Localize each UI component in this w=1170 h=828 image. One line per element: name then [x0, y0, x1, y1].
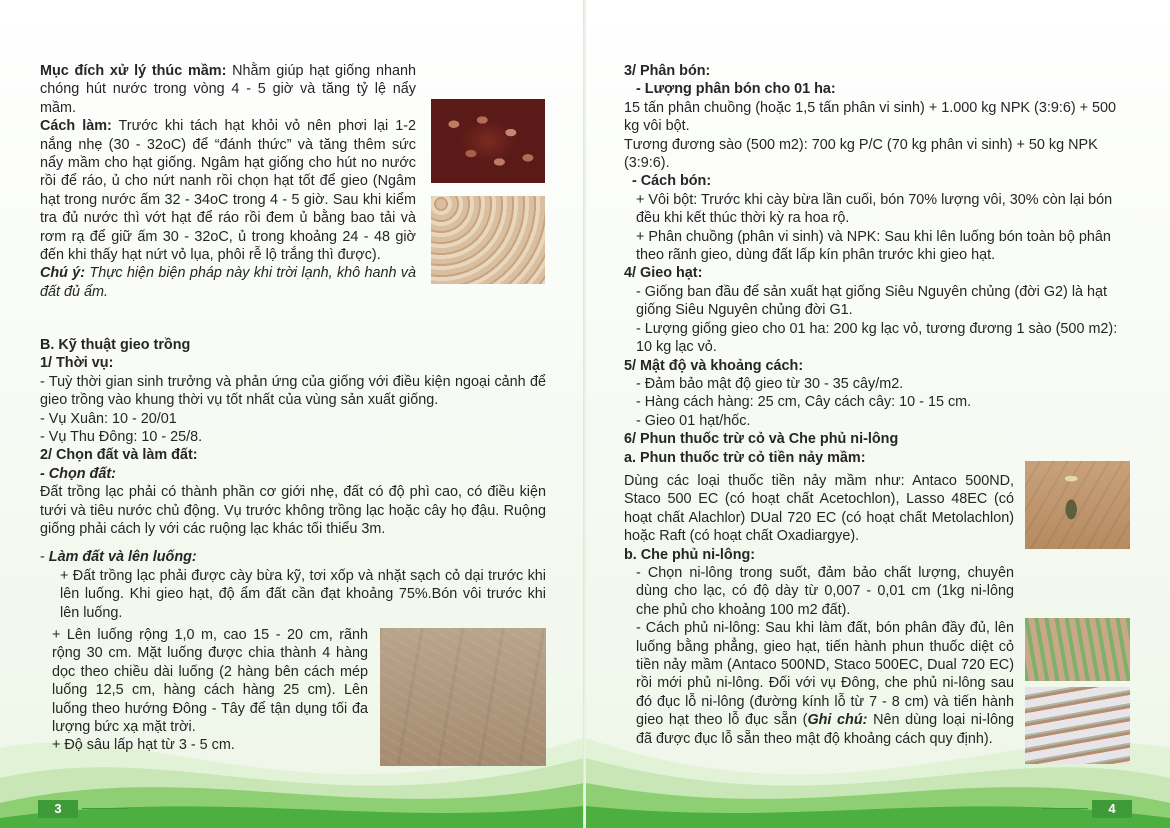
prep-heading-dash: -: [40, 549, 49, 566]
autumn-season: - Vụ Thu Đông: 10 - 25/8.: [40, 429, 203, 446]
season-text: - Tuỳ thời gian sinh trưởng và phản ứng của giống với điều kiện ngoại cảnh để gieo trồng vào khung thời vụ tốt nhất của vùng sản xuất giống.: [40, 373, 546, 409]
density-text-1: - Đảm bảo mật độ gieo từ 30 - 35 cây/m2.: [636, 375, 904, 392]
film-method-text: - Cách phủ ni-lông: Sau khi làm đất, bón phân đầy đủ, lên luống bằng phẳng, gieo hạt, tiến hành phun thuốc diệt cỏ tiền nảy mầm (Antaco 500ND, Staco 500EC, Dual 720 EC) rồi mới phủ ni-lông. Đối với vụ Đông, che phủ ni-lông sau đó đục lỗ ni-lông (đường kính lỗ từ 7 - 8 cm) và tiến hành gieo hạt theo lỗ đục sẵn: [636, 620, 1014, 729]
spring-season: - Vụ Xuân: 10 - 20/01: [40, 410, 177, 427]
fertilizer-amount-text: 15 tấn phân chuồng (hoặc 1,5 tấn phân vi sinh) + 1.000 kg NPK (3:9:6) + 500 kg vôi bột.: [624, 99, 1117, 135]
heading-soil: 2/ Chọn đất và làm đất:: [40, 447, 198, 464]
film-note-label: Ghi chú:: [807, 712, 868, 729]
farmer-spraying-photo: [1025, 461, 1130, 549]
heading-plastic-film: b. Che phủ ni-lông:: [624, 546, 756, 563]
right-page: [586, 0, 1170, 828]
prep-text: + Đất trồng lạc phải được cày bừa kỹ, tơi xốp và nhặt sạch cỏ dại trước khi lên luống. Khi gieo hạt, độ ẩm đất cần đạt khoảng 75%.Bón vôi trước khi lên luống.: [60, 567, 546, 621]
plastic-mulch-field-photo: [1025, 687, 1130, 764]
heading-fertilizer-method: - Cách bón:: [632, 173, 712, 190]
heading-sowing: 4/ Gieo hạt:: [624, 265, 703, 282]
seed-origin-text: - Giống ban đầu để sản xuất hạt giống Siêu Nguyên chủng (đời G2) là hạt giống Siêu Nguyên chủng đời G1.: [636, 283, 1108, 319]
heading-land-prep: Làm đất và lên luống:: [48, 549, 197, 566]
page-number-right: 4: [1092, 800, 1132, 818]
intro-paragraphs: [40, 62, 416, 301]
method-text: Trước khi tách hạt khỏi vỏ nên phơi lại 1-2 nắng nhẹ (30 - 32oC) để “đánh thức” và tăng thêm sức nẩy mầm cho hạt giống. Ngâm hạt giống cho hút no nước rồi để ráo, ủ cho nứt nanh rồi chọn hạt tốt để gieo (Ngâm hạt trong nước ấm 32 - 34oC trong 4 - 5 giờ. Sau khi kiểm tra đủ nước thì vớt hạt để ráo rồi đem ủ bằng bao tải và rơm rạ để giữ ấm 30 - 32oC, ủ trong khoảng 24 - 48 giờ đến khi thấy hạt nứt vỏ lụa, phôi rễ lộ trắng thì được).: [40, 118, 416, 264]
section-b-heading: B. Kỹ thuật gieo trồng: [40, 337, 191, 353]
heading-herbicide: a. Phun thuốc trừ cỏ tiền nảy mầm:: [624, 449, 866, 466]
density-text-2: - Hàng cách hàng: 25 cm, Cây cách cây: 10 - 15 cm.: [636, 394, 972, 411]
tilled-field-photo: [380, 628, 546, 766]
heading-density: 5/ Mật độ và khoảng cách:: [624, 357, 804, 374]
herbicide-section: [624, 472, 1014, 748]
heading-choose-soil: - Chọn đất:: [40, 465, 116, 482]
heading-fertilizer: 3/ Phân bón:: [624, 63, 711, 79]
bed-section: [40, 626, 368, 755]
red-peanut-seeds-photo: [431, 99, 545, 183]
density-text-3: - Gieo 01 hạt/hốc.: [636, 412, 751, 429]
note-text: Thực hiện biện pháp này khi trời lạnh, khô hanh và đất đủ ẩm.: [40, 265, 416, 300]
heading-season: 1/ Thời vụ:: [40, 355, 114, 372]
planting-section: [40, 336, 546, 622]
manure-text: + Phân chuồng (phân vi sinh) và NPK: Sau khi lên luống bón toàn bộ phân theo rãnh gieo, dùng đất lấp kín phân trước khi gieo hạt.: [636, 228, 1111, 264]
herbicide-text: Dùng các loại thuốc tiền nảy mầm như: Antaco 500ND, Staco 500 EC (có hoạt chất Acetochlon), Lasso 48EC (có hoạt chất Alachlor) DUal 720 EC (có hoạt chất Metolachlon) hoặc Raft (có hoạt chất Oxadiargye).: [624, 473, 1014, 545]
film-note-text: Nên dùng loại ni-lông đã được đục lỗ sẵn theo mật độ khoảng cách quy định).: [636, 712, 1014, 747]
soaked-peanut-seeds-photo: [431, 196, 545, 284]
page-number-rule-right: [1042, 808, 1088, 809]
depth-text: + Độ sâu lấp hạt từ 3 - 5 cm.: [52, 737, 235, 754]
fertilizer-section: [624, 62, 1132, 467]
heading-fertilizer-amount: - Lượng phân bón cho 01 ha:: [636, 81, 836, 98]
film-selection-text: - Chọn ni-lông trong suốt, đảm bảo chất lượng, chuyên dùng cho lạc, có độ dày từ 0,007 - 0,01 cm (1kg ni-lông che phủ cho khoảng 100 m2 đất).: [636, 565, 1014, 618]
heading-herbicide-film: 6/ Phun thuốc trừ cỏ và Che phủ ni-lông: [624, 431, 899, 448]
purpose-text: Nhằm giúp hạt giống nhanh chóng hút nước trong vòng 4 - 5 giờ và tăng tỷ lệ nẩy mầm.: [40, 63, 416, 116]
bed-text: + Lên luống rộng 1,0 m, cao 15 - 20 cm, rãnh rộng 30 cm. Mặt luống được chia thành 4 hàng dọc theo chiều dài luống (2 hàng bên cách mép luống 12,5 cm, hàng cách hàng 25 cm). Lên luống theo hướng Đông - Tây để tận dụng tối đa lượng bức xạ mặt trời.: [52, 627, 368, 736]
film-note-open: (: [797, 712, 808, 729]
lime-text: + Vôi bột: Trước khi cày bừa lần cuối, bón 70% lượng vôi, 30% còn lại bón đều khi kết thúc thời kỳ ra hoa rộ.: [636, 191, 1113, 227]
covered-rows-photo: [1025, 618, 1130, 681]
note-label: Chú ý:: [40, 265, 86, 282]
soil-text: Đất trồng lạc phải có thành phần cơ giới nhẹ, đất có độ phì cao, có điều kiện tưới và tiêu nước chủ động. Vụ trước không trồng lạc hoặc cây họ đậu. Ruộng giống phải cách ly với các ruộng lạc khác tối thiểu 3m.: [40, 484, 546, 538]
fertilizer-sao-text: Tương đương sào (500 m2): 700 kg P/C (70 kg phân vi sinh) + 50 kg NPK (3:9:6).: [624, 136, 1098, 172]
method-label: Cách làm:: [40, 118, 112, 135]
seed-amount-text: - Lượng giống gieo cho 01 ha: 200 kg lạc vỏ, tương đương 1 sào (500 m2): 10 kg lạc vỏ.: [636, 320, 1118, 356]
page-number-rule: [82, 808, 128, 809]
purpose-label: Mục đích xử lý thúc mầm:: [40, 63, 227, 79]
page-number-left: 3: [38, 800, 78, 818]
